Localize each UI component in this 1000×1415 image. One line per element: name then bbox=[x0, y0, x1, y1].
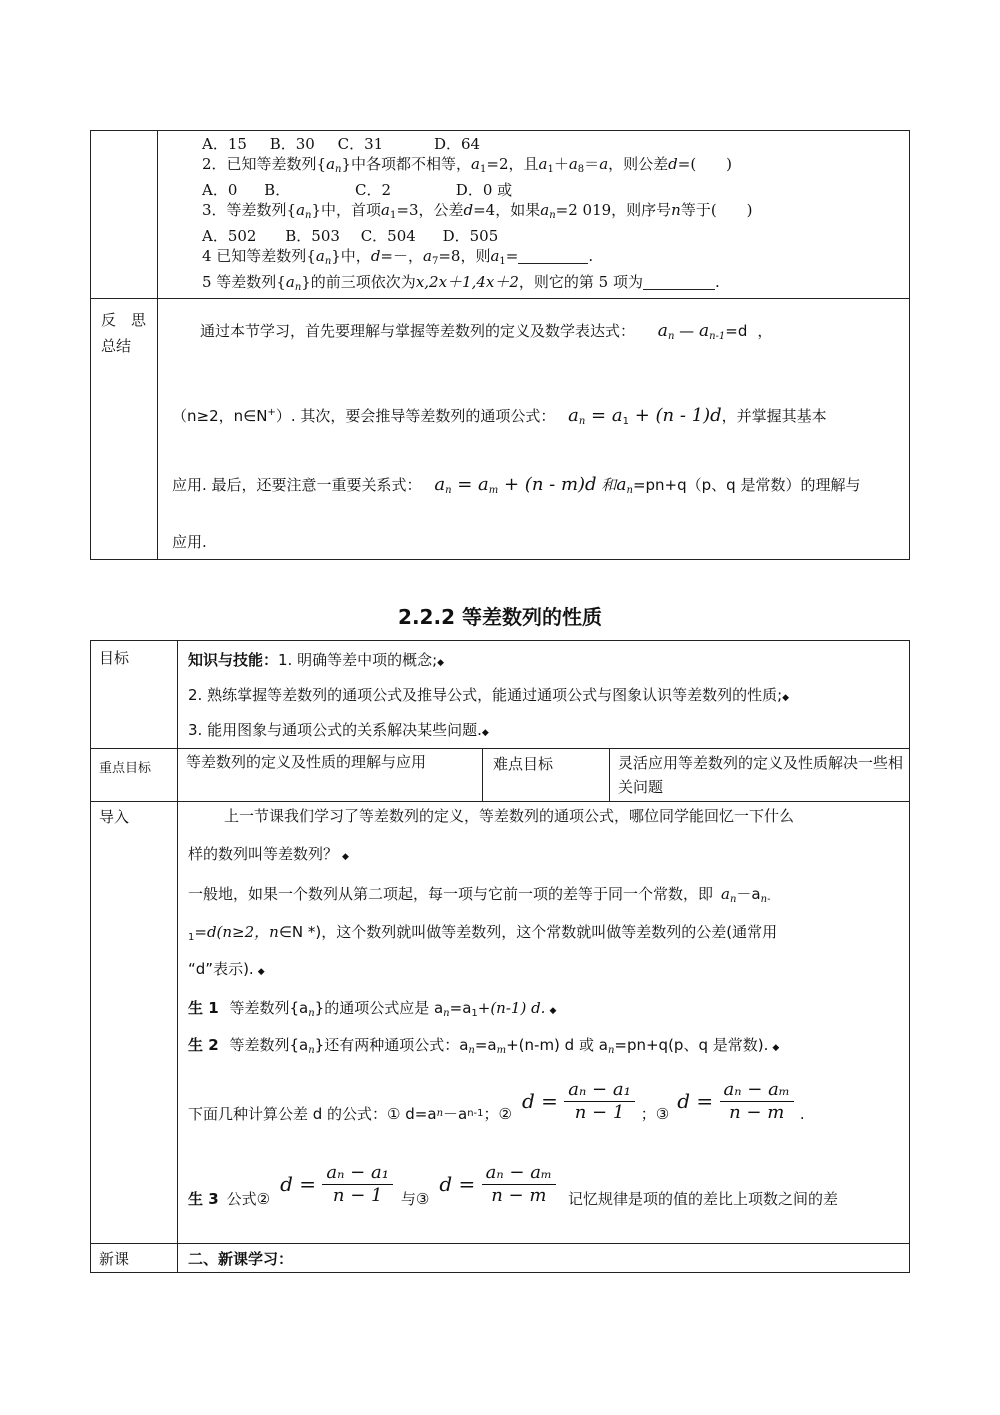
formula-2-repeat: d = $\frac{\text{aₙ − a₁}}{n - 1}$ bbox=[280, 1162, 393, 1207]
reflection-label-1: 反 思 bbox=[101, 311, 147, 329]
intro-p4: “d”表示). ◆ bbox=[188, 960, 265, 978]
new-lesson-label-cell bbox=[91, 1244, 178, 1273]
section-title: 2.2.2 等差数列的性质 bbox=[398, 605, 602, 629]
key-text: 等差数列的定义及性质的理解与应用 bbox=[186, 753, 427, 771]
exercise-label-cell bbox=[91, 131, 158, 299]
goals-label: 目标 bbox=[99, 649, 130, 667]
formula-2: d = $\frac{\text{aₙ − a₁}}{n - 1}$ bbox=[522, 1079, 635, 1124]
reflection-content-cell bbox=[158, 299, 910, 560]
goals-line-1: 知识与技能：1. 明确等差中项的概念;◆ bbox=[188, 651, 445, 669]
reflection-p1: 通过本节学习，首先要理解与掌握等差数列的定义及数学表达式： $a_n$ — $a_{n-1}=d$ ， bbox=[200, 321, 773, 342]
q1-option-c: C．31 bbox=[337, 135, 384, 153]
hard-text: 灵活应用等差数列的定义及性质解决一些相关问题 bbox=[618, 754, 904, 796]
q5-answer-blank bbox=[643, 275, 715, 290]
q1-options bbox=[202, 134, 909, 154]
key-label-cell bbox=[91, 749, 178, 802]
goals-line-2: 2. 熟练掌握等差数列的通项公式及推导公式，能通过通项公式与图象认识等差数列的性质;◆ bbox=[188, 686, 790, 704]
q5-stem: 5 等差数列$\{a_n\}$的前三项依次为x,2x＋1,4x＋2，则它的第 5 项为 . bbox=[202, 273, 720, 293]
intro-student-2: 生 2 等差数列$\{a_n\}$还有两种通项公式：$a_n=a_m+(n-m)$ d 或 $a_n=pn+q(p$、q 是常数). ◆ bbox=[188, 1036, 780, 1056]
lesson-table bbox=[90, 640, 910, 1273]
formula-3: d = $\frac{\text{aₙ − aₘ}}{n - m}$ bbox=[677, 1079, 794, 1124]
goals-line-3: 3. 能用图象与通项公式的关系解决某些问题.◆ bbox=[188, 721, 489, 739]
q1-option-a: A．15 bbox=[202, 135, 247, 153]
q3-options: A．502 B．503 C．504 D．505 bbox=[202, 227, 499, 245]
q4-stem: 4 已知等差数列$\{a_n\}$中，d=－，$a_7=8$，则$a_1=$ . bbox=[202, 247, 594, 267]
q4-answer-blank bbox=[518, 249, 588, 264]
reflection-p3: 应用. 最后，还要注意一重要关系式： $a_n = a_m + (n - m)d$ 和$a_n=pn+q(p$、q 是常数）的理解与 bbox=[172, 474, 861, 496]
intro-p1b: 样的数列叫等差数列？ ◆ bbox=[188, 845, 349, 863]
intro-student-3: 生 3 公式② d = $\frac{\text{aₙ − a₁}}{n - 1}$ 与③ d = $\frac{\text{aₙ − aₘ}}{n - m}$ 记忆规律是项的值的差比上项数之间的差 bbox=[188, 1161, 839, 1208]
intro-p1: 上一节课我们学习了等差数列的定义，等差数列的通项公式，哪位同学能回忆一下什么 bbox=[224, 807, 795, 825]
q2-options: A．0 B． C．2 D．0 或 bbox=[202, 181, 513, 199]
key-content-cell bbox=[178, 749, 483, 802]
reflection-label-2: 总结 bbox=[101, 337, 132, 355]
intro-content-cell bbox=[178, 802, 910, 1244]
key-label: 重点目标 bbox=[99, 761, 152, 776]
new-lesson-text: 二、新课学习： bbox=[188, 1250, 294, 1268]
formula-3-repeat: d = $\frac{\text{aₙ − aₘ}}{n - m}$ bbox=[439, 1162, 556, 1207]
q1-option-b: B．30 bbox=[269, 135, 315, 153]
goals-content-cell bbox=[178, 641, 910, 749]
exercise-content-cell bbox=[158, 131, 910, 299]
hard-label-cell bbox=[483, 749, 610, 802]
q3-stem: 3．等差数列$\{a_n\}$中，首项$a_1=3$，公差d=4，如果$a_n=2$ 019，则序号n等于( ) bbox=[202, 201, 753, 221]
q1-option-d: D．64 bbox=[433, 135, 481, 153]
q2-stem: 2．已知等差数列$\{a_n\}$中各项都不相等，$a_1=2$，且$a_1+a_8=a$，则公差d=( ) bbox=[202, 155, 733, 175]
goals-label-cell bbox=[91, 641, 178, 749]
intro-student-1: 生 1 等差数列$\{a_n\}$的通项公式应是 $a_n=a_1+(n-1)$ d. ◆ bbox=[188, 999, 557, 1019]
intro-label: 导入 bbox=[99, 808, 130, 826]
intro-p2: 一般地，如果一个数列从第二项起，每一项与它前一项的差等于同一个常数，即 $a_n-a_{n-}$ bbox=[188, 885, 771, 905]
intro-formulas: 下面几种计算公差 d 的公式：① d=a n －a n-1 ；② d = $\frac{\text{aₙ − a₁}}{n - 1}$ ；③ d = $\frac{\text{aₙ − aₘ}}{n - m}$ . bbox=[188, 1078, 805, 1123]
intro-label-cell bbox=[91, 802, 178, 1244]
reflection-label-cell bbox=[91, 299, 158, 560]
hard-content-cell bbox=[610, 749, 910, 802]
exercise-table bbox=[90, 130, 910, 560]
intro-p3: $_1$=d(n≥2，n∈N *)，这个数列就叫做等差数列，这个常数就叫做等差数列的公差(通常用 bbox=[188, 923, 778, 943]
hard-label: 难点目标 bbox=[493, 755, 554, 773]
reflection-p2: （n≥2，n∈N+）. 其次，要会推导等差数列的通项公式： $a_n = a_1 + (n - 1)d$，并掌握其基本 bbox=[172, 405, 827, 427]
new-lesson-content-cell bbox=[178, 1244, 910, 1273]
reflection-p4: 应用. bbox=[172, 533, 207, 551]
new-lesson-label: 新课 bbox=[99, 1250, 130, 1268]
